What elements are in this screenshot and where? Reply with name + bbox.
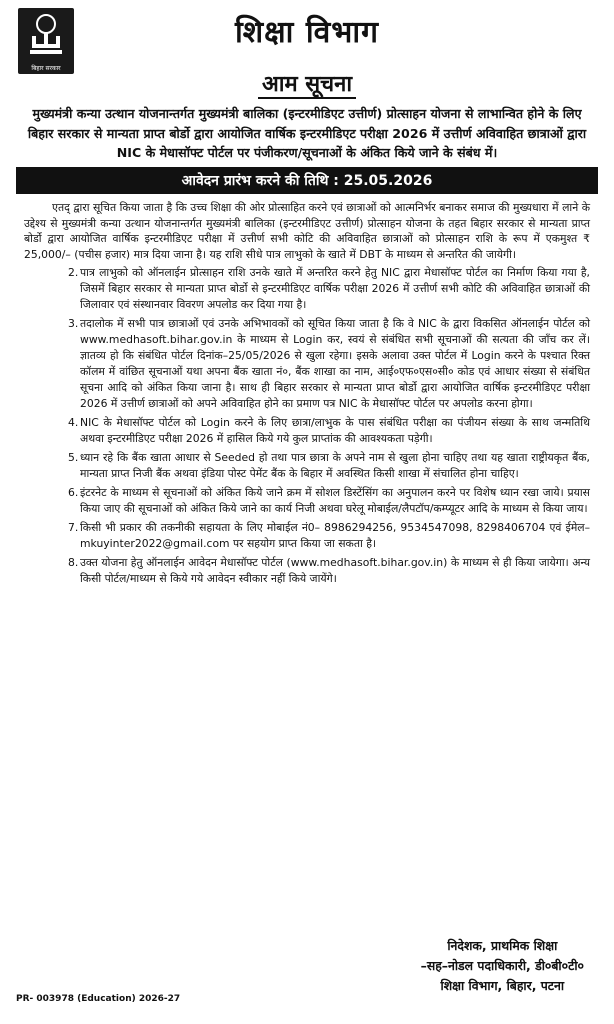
list-item [24, 316, 590, 412]
item-number: 4. [68, 416, 79, 430]
subject-text: मुख्यमंत्री कन्या उत्थान योजनान्तर्गत मुख्यमंत्री बालिका (इन्टरमीडिएट उत्तीर्ण) प्रोत्साहन योजना से लाभान्वित होने के लिए बिहार सरकार से मान्यता प्राप्त बोर्डो द्वारा आयोजित वार्षिक इन्टरमीडिएट परीक्षा 2026 में उत्तीर्ण अविवाहित छात्राओं द्वारा NIC के मेधासॉफ्ट पोर्टल पर पंजीकरण/सूचनाओं के अंकित किये जाने के संबंध में। [27, 106, 587, 161]
signature-block [421, 936, 584, 996]
list-item [24, 485, 590, 517]
item-text: पात्र लाभुको को ऑनलाईन प्रोत्साहन राशि उनके खाते में अन्तरित करने हेतु NIC द्वारा मेधासॉफ्ट पोर्टल का निर्माण किया गया है, जिसमें बिहार सरकार से मान्यता प्राप्त बोर्डो से इन्टरमीडिएट वार्षिक परीक्षा 2026 में उत्तीर्ण सभी कोटि की अविवाहित छात्राओं की जिलावार एवं संस्थानवार विवरण अपलोड कर दिया गया है। [80, 266, 590, 312]
intro-paragraph: एतद् द्वारा सूचित किया जाता है कि उच्च शिक्षा की ओर प्रोत्साहित करने एवं छात्राओं को आत्मनिर्भर बनाकर समाज की मुख्यधारा में लाने के उद्देश्य से मुख्यमंत्री कन्या उत्थान योजनान्तर्गत मुख्यमंत्री बालिका (इन्टरमीडिएट उत्तीर्ण) प्रोत्साहन योजना के तहत बिहार सरकार से मान्यता प्राप्त बोर्डो द्वारा आयोजित वार्षिक इन्टरमीडिएट परीक्षा में उत्तीर्ण सभी कोटि की अविवाहित छात्राओं को प्रोत्साहन राशि के रूप में एकमुश्त ₹ 25,000/– (पचीस हजार) मात्र दिया जाना है। यह राशि सीधे पात्र लाभुको के खाते में DBT के माध्यम से अन्तरित की जायेगी। [24, 200, 590, 262]
signature-line-1: निदेशक, प्राथमिक शिक्षा [447, 938, 558, 953]
signature-line-2: –सह–नोडल पदाधिकारी, डी०बी०टी० [420, 957, 584, 973]
list-item [24, 415, 590, 447]
item-number: 8. [68, 555, 79, 569]
item-text: ध्यान रहे कि बैंक खाता आधार से Seeded हो तथा पात्र छात्रा के अपने नाम से खुला होना चाहिए तथा यह खाता राष्ट्रीयकृत बैंक, मान्यता प्राप्त निजी बैंक अथवा इंडिया पोस्ट पेमेंट बैंक के बिहार में अवस्थित किसी शाखा में संचालित होना चाहिए। [80, 451, 590, 481]
item-text: तदालोक में सभी पात्र छात्राओं एवं उनके अभिभावकों को सूचित किया जाता है कि वे NIC के द्वारा विकसित ऑनलाईन पोर्टल को www.medhasoft.bihar.gov.in के माध्यम से Login कर, स्वयं से संबंधित सभी सूचनाओं की सत्यता की जाँच कर लें। ज्ञातव्य हो कि संबंधित पोर्टल दिनांक–25/05/2026 से खुला रहेगा। इसके अलावा उक्त पोर्टल में Login करने के पश्चात रिक्त कॉलम में वांछित सूचनाओं यथा अपना बैंक खाता नं०, बैंक शाखा का नाम, आई०एफ०एस०सी० कोड एवं आधार संख्या से संबंधित सूचना आदि को अंकित किया जाना है। साथ ही बिहार सरकार से मान्यता प्राप्त बोर्डो द्वारा आयोजित वार्षिक इन्टरमीडिएट परीक्षा 2026 में उत्तीर्ण छात्राओं को अपने अविवाहित होने का प्रमाण पत्र NIC के मेधासॉफ्ट पोर्टल पर अपलोड करना होगा। [80, 317, 590, 411]
header [10, 6, 604, 72]
emblem-text: बिहार सरकार [31, 65, 61, 72]
item-text: इंटरनेट के माध्यम से सूचनाओं को अंकित किये जाने क्रम में सोशल डिस्टेंसिंग का अनुपालन करने पर विशेष ध्यान रखा जाये। प्रयास किया जाए की सूचनाओं को अंकित किये जाने का कार्य निजी अथवा घरेलू मोबाईल/लैपटॉप/कम्प्यूटर आदि के माध्यम से किया जाय। [80, 486, 590, 515]
item-number: 2. [68, 266, 79, 280]
list-item [24, 520, 590, 552]
list-item [24, 265, 590, 313]
pr-reference: PR- 003978 (Education) 2026-27 [16, 994, 181, 1004]
signature-line-3: शिक्षा विभाग, बिहार, पटना [440, 977, 565, 993]
item-number: 7. [68, 520, 79, 534]
list-item [24, 555, 590, 587]
list-item [24, 450, 590, 482]
application-start-date-band: आवेदन प्रारंभ करने की तिथि : 25.05.2026 [16, 167, 598, 194]
notice-title-text: आम सूचना [258, 72, 356, 99]
item-text: NIC के मेधासॉफ्ट पोर्टल को Login करने के लिए छात्रा/लाभुक के पास संबंधित परीक्षा का पंजीयन संख्या के साथ जन्मतिथि अथवा इन्टरमीडिएट परीक्षा 2026 में हासिल किये गये कुल प्राप्तांक की आवश्यकता पड़ेगी। [80, 416, 590, 446]
item-number: 6. [68, 486, 79, 500]
department-title: शिक्षा विभाग [234, 15, 380, 50]
item-text: किसी भी प्रकार की तकनीकी सहायता के लिए मोबाईल नं0– 8986294256, 9534547098, 8298406704 एवं ईमेल–mkuyinter2022@gmail.com पर सहयोग प्राप्त किया जा सकता है। [80, 520, 590, 550]
notice-title [10, 68, 604, 98]
item-number: 5. [68, 451, 79, 465]
item-text: उक्त योजना हेतु ऑनलाईन आवेदन मेधासॉफ्ट पोर्टल (www.medhasoft.bihar.gov.in) के माध्यम से ही किया जायेगा। अन्य किसी पोर्टल/माध्यम से किये गये आवेदन स्वीकार नहीं किये जायेंगे। [80, 555, 590, 585]
item-number: 3. [68, 317, 79, 331]
numbered-items [24, 265, 590, 586]
